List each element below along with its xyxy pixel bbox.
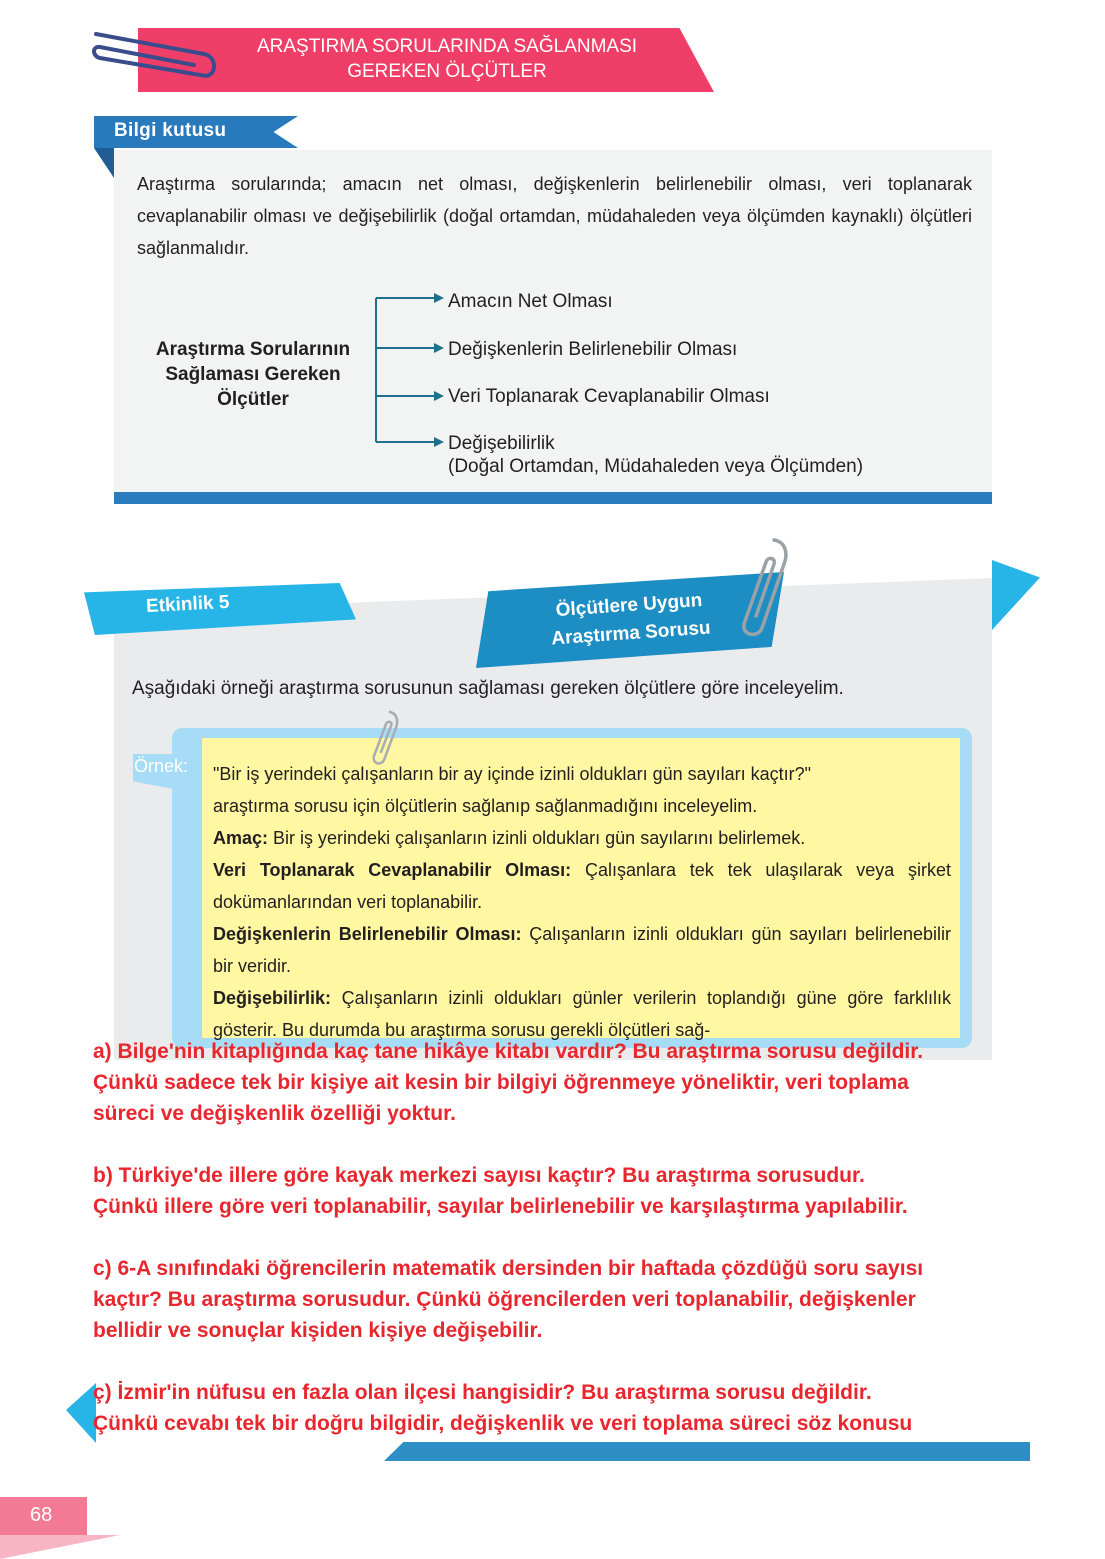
diagram-title-line-3: Ölçütler	[217, 389, 289, 410]
corner-triangle-small	[66, 1383, 96, 1443]
answer-b	[93, 1160, 1061, 1222]
branch-4-label: Değişebilirlik	[448, 433, 555, 454]
branch-2: Değişkenlerin Belirlenebilir Olması	[448, 339, 738, 360]
answer-line: bellidir ve sonuçlar kişiden kişiye değişebilir.	[93, 1319, 543, 1342]
example-item-label: Amaç:	[213, 828, 269, 848]
branch-4-sub: (Doğal Ortamdan, Müdahaleden veya Ölçümden)	[448, 456, 864, 477]
diagram-title	[130, 337, 376, 412]
answer-line: Çünkü cevabı tek bir doğru bilgidir, değişkenlik ve veri toplama süreci söz konusu	[93, 1412, 913, 1435]
example-item-text: Çalışanların izinli oldukları günler verilerin toplandığı güne göre farklılık gösterir. Bu durumda bu araştırma sorusu gerekli ölçütleri sağ-	[213, 988, 951, 1040]
example-item-text: Çalışanlara tek tek ulaşılarak veya şirket dokümanlarından veri toplanabilir.	[213, 860, 952, 912]
example-item-text: Çalışanların izinli oldukları gün sayıları belirlenebilir bir veridir.	[213, 924, 951, 976]
title-line-2: GEREKEN ÖLÇÜTLER	[347, 61, 547, 82]
page-title	[180, 34, 714, 84]
title-line-1: ARAŞTIRMA SORULARINDA SAĞLANMASI	[256, 36, 638, 57]
corner-triangle	[992, 560, 1040, 630]
answers	[93, 1036, 1061, 1470]
answer-c	[93, 1253, 1061, 1346]
answer-line: Çünkü sadece tek bir kişiye ait kesin bir bilgiyi öğrenmeye yöneliktir, veri toplama	[93, 1071, 909, 1094]
activity-label: Etkinlik 5	[145, 591, 230, 618]
example-item-label: Veri Toplanarak Cevaplanabilir Olması:	[213, 860, 572, 880]
activity-heading-line-2: Araştırma Sorusu	[550, 617, 712, 650]
info-text: Araştırma sorularında; amacın net olması, değişkenlerin belirlenebilir olması, veri toplanarak cevaplanabilir olması ve değişebilirlik (doğal ortamdan, müdahaleden veya ölçümden kaynaklı) ölçütleri sağlanmalıdır.	[137, 174, 972, 258]
info-label: Bilgi kutusu	[114, 120, 227, 141]
example-item	[213, 822, 951, 854]
example-text	[213, 758, 951, 1046]
answer-c-cedilla	[93, 1377, 1061, 1439]
branch-1: Amacın Net Olması	[448, 291, 613, 312]
example-item	[213, 918, 951, 982]
example-item-label: Değişkenlerin Belirlenebilir Olması:	[213, 924, 522, 944]
answer-a	[93, 1036, 1061, 1129]
activity-heading-line-1: Ölçütlere Uygun	[555, 589, 703, 622]
branch-3: Veri Toplanarak Cevaplanabilir Olması	[448, 386, 770, 407]
example-question-cont: araştırma sorusu için ölçütlerin sağlanıp sağlanmadığını inceleyelim.	[213, 796, 758, 816]
example-question: "Bir iş yerindeki çalışanların bir ay içinde izinli oldukları gün sayıları kaçtır?"	[213, 764, 812, 784]
example-item-label: Değişebilirlik:	[213, 988, 332, 1008]
diagram-title-line-2: Sağlaması Gereken	[165, 364, 341, 385]
info-box-bottom-bar	[114, 492, 992, 504]
page-number-tail	[0, 1535, 120, 1559]
activity-intro: Aşağıdaki örneği araştırma sorusunun sağlaması gereken ölçütlere göre inceleyelim.	[132, 678, 844, 699]
answer-line: b) Türkiye'de illere göre kayak merkezi sayısı kaçtır? Bu araştırma sorusudur.	[93, 1164, 865, 1187]
answer-line: süreci ve değişkenlik özelliği yoktur.	[93, 1102, 456, 1125]
branch-4	[448, 432, 863, 478]
example-item-text: Bir iş yerindeki çalışanların izinli oldukları gün sayılarını belirlemek.	[268, 828, 806, 848]
answer-line: kaçtır? Bu araştırma sorusudur. Çünkü öğrencilerden veri toplanabilir, değişkenler	[93, 1288, 916, 1311]
answer-line: c) 6-A sınıfındaki öğrencilerin matematik dersinden bir haftada çözdüğü soru sayısı	[93, 1257, 924, 1280]
answer-line: a) Bilge'nin kitaplığında kaç tane hikâye kitabı vardır? Bu araştırma sorusu değildir.	[93, 1040, 924, 1063]
example-item	[213, 854, 951, 918]
diagram-title-line-1: Araştırma Sorularının	[155, 339, 351, 360]
answer-line: ç) İzmir'in nüfusu en fazla olan ilçesi hangisidir? Bu araştırma sorusu değildir.	[93, 1381, 872, 1404]
paperclip-icon	[728, 532, 800, 644]
example-label: Örnek:	[134, 756, 189, 776]
info-tab-fold	[94, 148, 114, 178]
page-number: 68	[30, 1504, 53, 1526]
answer-line: Çünkü illere göre veri toplanabilir, sayılar belirlenebilir ve karşılaştırma yapılabilir.	[93, 1195, 908, 1218]
